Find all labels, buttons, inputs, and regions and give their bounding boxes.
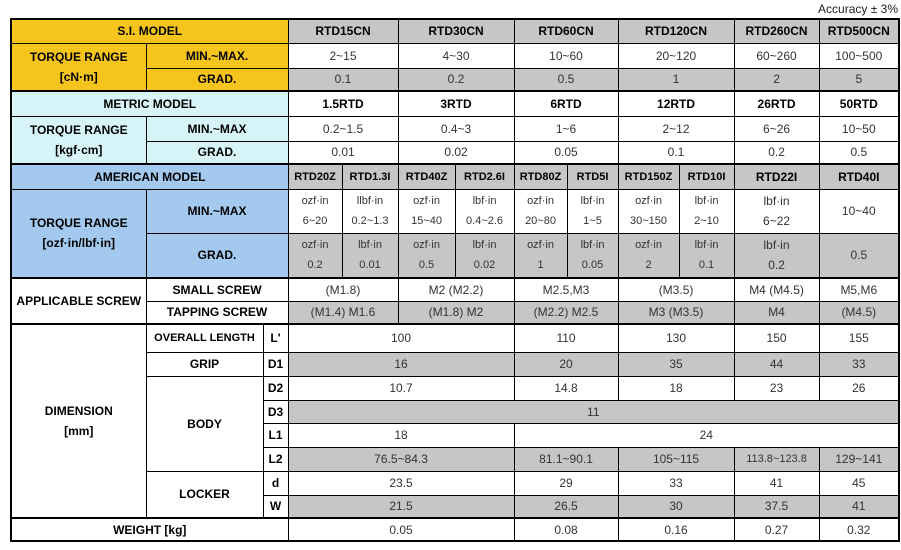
si-minmax-cell: 2~15 [288,43,398,68]
value-text: 0.4~2.6 [466,215,504,227]
l-prime-cell: 130 [618,324,734,352]
unit-text: lbf·in [763,238,790,253]
small-screw-cell: (M1.8) [288,278,398,301]
unit-text: ozf·in [301,239,329,252]
locker-d-cell: 45 [819,471,899,495]
si-minmax-row [11,43,899,68]
si-grad-cell: 0.5 [514,68,618,91]
american-minmax-cell [679,189,734,233]
l2-cell: 129~141 [819,447,899,471]
tapping-screw-cell: (M2.2) M2.5 [514,301,618,324]
unit-text: lbf·in [694,195,719,207]
d1-cell: 20 [514,352,618,376]
metric-model-name-cell: 50RTD [819,91,899,116]
si-minmax-cell: 60~260 [734,43,819,68]
american-model-header-row [11,164,899,189]
unit-text: lbf·in [472,239,497,252]
american-grad-cell [455,233,514,278]
american-minmax-cell [455,189,514,233]
american-grad-cell: 0.5 [819,233,899,278]
si-grad-label: GRAD. [146,68,288,91]
si-grad-cell: 2 [734,68,819,91]
dimension-text: DIMENSION [44,404,113,418]
metric-grad-cell: 0.05 [514,141,618,164]
unit-text: lbf·in [358,239,382,252]
body-label: BODY [146,376,263,471]
metric-model-name-cell: 26RTD [734,91,819,116]
locker-d-cell: 23.5 [288,471,514,495]
small-screw-row [11,278,899,301]
american-grad-cell [618,233,679,278]
code-l2: L2 [263,447,288,471]
american-model-name-cell: RTD20Z [288,164,342,189]
metric-minmax-row [11,116,899,141]
locker-d-cell: 41 [734,471,819,495]
american-grad-cell [679,233,734,278]
accuracy-note: Accuracy ± 3% [818,2,898,16]
l2-cell: 81.1~90.1 [514,447,618,471]
value-text: 15~40 [411,215,442,227]
american-model-name-cell: RTD40I [819,164,899,189]
value-text: 0.1 [698,259,715,272]
unit-text: lbf·in [763,194,790,208]
overall-length-label: OVERALL LENGTH [146,324,263,352]
value-text: 0.2 [768,258,785,273]
american-model-name-cell: RTD10I [679,164,734,189]
american-grad-cell [288,233,342,278]
value-text: 2~10 [694,215,719,227]
si-model-name-cell: RTD260CN [734,19,819,43]
l-prime-cell: 110 [514,324,618,352]
unit-text: ozf·in [527,195,554,207]
metric-model-name-cell: 12RTD [618,91,734,116]
si-range-unit: [cN·m] [59,69,98,84]
american-minmax-cell [398,189,455,233]
tapping-screw-label: TAPPING SCREW [146,301,288,324]
si-model-name-cell: RTD15CN [288,19,398,43]
si-minmax-cell: 20~120 [618,43,734,68]
american-grad-cell [398,233,455,278]
tapping-screw-cell: (M1.4) M1.6 [288,301,398,324]
si-grad-cell: 1 [618,68,734,91]
unit-text: llbf·in [356,195,384,207]
locker-w-cell: 30 [618,495,734,518]
spec-table [10,18,900,542]
locker-w-cell: 37.5 [734,495,819,518]
metric-minmax-cell: 0.2~1.5 [288,116,398,141]
american-minmax-label: MIN.~MAX [146,189,288,233]
metric-minmax-cell: 0.4~3 [398,116,514,141]
value-text: 20~80 [525,215,556,227]
code-d2: D2 [263,376,288,400]
american-grad-cell [514,233,567,278]
weight-cell: 0.32 [819,518,899,541]
small-screw-cell: M2.5,M3 [514,278,618,301]
american-grad-cell [342,233,398,278]
american-grad-cell [734,233,819,278]
si-minmax-cell: 100~500 [819,43,899,68]
metric-range-unit: [kgf·cm] [55,142,103,157]
american-model-name-cell: RTD80Z [514,164,567,189]
l-prime-cell: 150 [734,324,819,352]
metric-minmax-cell: 1~6 [514,116,618,141]
american-range-unit: [ozf·in/lbf·in] [42,236,116,251]
si-model-name-cell: RTD120CN [618,19,734,43]
unit-text: lbf·in [472,195,497,207]
code-l-prime: L' [263,324,288,352]
d1-cell: 16 [288,352,514,376]
american-minmax-cell [567,189,618,233]
american-model-name-cell: RTD2.6I [455,164,514,189]
locker-d-cell: 33 [618,471,734,495]
metric-grad-label: GRAD. [146,141,288,164]
l2-cell: 113.8~123.8 [734,447,819,471]
locker-d-cell: 29 [514,471,618,495]
d1-cell: 35 [618,352,734,376]
si-model-name-cell: RTD60CN [514,19,618,43]
weight-label: WEIGHT [kg] [11,518,288,541]
metric-minmax-cell: 2~12 [618,116,734,141]
si-grad-cell: 5 [819,68,899,91]
metric-minmax-label: MIN.~MAX [146,116,288,141]
small-screw-cell: M5,M6 [819,278,899,301]
l2-cell: 76.5~84.3 [288,447,514,471]
value-text: 1~5 [583,215,602,227]
metric-grad-cell: 0.02 [398,141,514,164]
si-grad-cell: 0.1 [288,68,398,91]
small-screw-cell: M4 (M4.5) [734,278,819,301]
d1-cell: 33 [819,352,899,376]
american-grad-cell [567,233,618,278]
si-model-header-row [11,19,899,43]
tapping-screw-cell: M4 [734,301,819,324]
tapping-screw-cell: (M1.8) M2 [398,301,514,324]
metric-grad-cell: 0.1 [618,141,734,164]
weight-cell: 0.08 [514,518,618,541]
value-text: 6~20 [302,215,328,227]
d3-cell: 11 [288,400,899,423]
value-text: 0.5 [418,259,435,272]
american-grad-label: GRAD. [146,233,288,278]
unit-text: ozf·in [413,239,440,252]
metric-torque-range-label [11,116,146,164]
si-model-header: S.I. MODEL [11,19,288,43]
metric-model-header-row [11,91,899,116]
unit-text: ozf·in [413,195,440,207]
value-text: 0.2 [307,259,323,272]
tapping-screw-cell: M3 (M3.5) [618,301,734,324]
code-d3: D3 [263,400,288,423]
unit-text: lbf·in [580,195,605,207]
unit-text: lbf·in [694,239,719,252]
metric-model-header: METRIC MODEL [11,91,288,116]
dimension-unit: [mm] [64,424,94,438]
value-text: 6~22 [763,214,791,228]
si-minmax-label: MIN.~MAX. [146,43,288,68]
metric-model-name-cell: 1.5RTD [288,91,398,116]
american-minmax-cell [342,189,398,233]
si-range-text: TORQUE RANGE [29,49,128,64]
tapping-screw-cell: (M4.5) [819,301,899,324]
value-text: 2 [645,259,652,272]
grip-label: GRIP [146,352,263,376]
metric-grad-cell: 0.2 [734,141,819,164]
d2-cell: 10.7 [288,376,514,400]
weight-cell: 0.05 [288,518,514,541]
dimension-label [11,324,146,518]
metric-model-name-cell: 6RTD [514,91,618,116]
d2-cell: 26 [819,376,899,400]
l1-cell: 24 [514,423,899,447]
american-torque-range-label [11,189,146,278]
american-model-name-cell: RTD5I [567,164,618,189]
american-model-name-cell: RTD40Z [398,164,455,189]
american-minmax-cell [514,189,567,233]
l-prime-cell: 155 [819,324,899,352]
si-model-name-cell: RTD500CN [819,19,899,43]
d2-cell: 23 [734,376,819,400]
value-text: 0.2~1.3 [351,215,389,227]
weight-cell: 0.16 [618,518,734,541]
code-l1: L1 [263,423,288,447]
value-text: 0.02 [473,259,496,272]
l1-cell: 18 [288,423,514,447]
american-model-name-cell: RTD22I [734,164,819,189]
value-text: 30~150 [630,215,668,227]
metric-grad-cell: 0.5 [819,141,899,164]
unit-text: ozf·in [301,195,329,207]
american-model-name-cell: RTD1.3I [342,164,398,189]
l-prime-cell: 100 [288,324,514,352]
american-minmax-cell [734,189,819,233]
si-minmax-cell: 10~60 [514,43,618,68]
american-minmax-cell: 10~40 [819,189,899,233]
code-w: W [263,495,288,518]
d2-cell: 18 [618,376,734,400]
d1-cell: 44 [734,352,819,376]
metric-model-name-cell: 3RTD [398,91,514,116]
locker-w-cell: 21.5 [288,495,514,518]
unit-text: lbf·in [580,239,605,252]
si-grad-cell: 0.2 [398,68,514,91]
si-minmax-cell: 4~30 [398,43,514,68]
american-minmax-row [11,189,899,233]
value-text: 1 [537,259,544,272]
si-torque-range-label [11,43,146,91]
unit-text: ozf·in [635,195,662,207]
weight-cell: 0.27 [734,518,819,541]
value-text: 0.01 [359,259,381,272]
american-range-text: TORQUE RANGE [29,216,128,231]
metric-minmax-cell: 6~26 [734,116,819,141]
weight-row [11,518,899,541]
american-minmax-cell [618,189,679,233]
unit-text: ozf·in [527,239,554,252]
metric-grad-cell: 0.01 [288,141,398,164]
value-text: 0.05 [581,259,604,272]
si-model-name-cell: RTD30CN [398,19,514,43]
locker-label: LOCKER [146,471,263,518]
small-screw-label: SMALL SCREW [146,278,288,301]
american-model-name-cell: RTD150Z [618,164,679,189]
american-model-header: AMERICAN MODEL [11,164,288,189]
code-d: d [263,471,288,495]
l2-cell: 105~115 [618,447,734,471]
applicable-screw-label: APPLICABLE SCREW [11,278,146,324]
overall-length-row [11,324,899,352]
locker-w-cell: 26.5 [514,495,618,518]
small-screw-cell: (M3.5) [618,278,734,301]
metric-minmax-cell: 10~50 [819,116,899,141]
d2-cell: 14.8 [514,376,618,400]
small-screw-cell: M2 (M2.2) [398,278,514,301]
unit-text: ozf·in [635,239,662,252]
code-d1: D1 [263,352,288,376]
american-minmax-cell [288,189,342,233]
metric-range-text: TORQUE RANGE [29,122,128,137]
locker-w-cell: 41 [819,495,899,518]
